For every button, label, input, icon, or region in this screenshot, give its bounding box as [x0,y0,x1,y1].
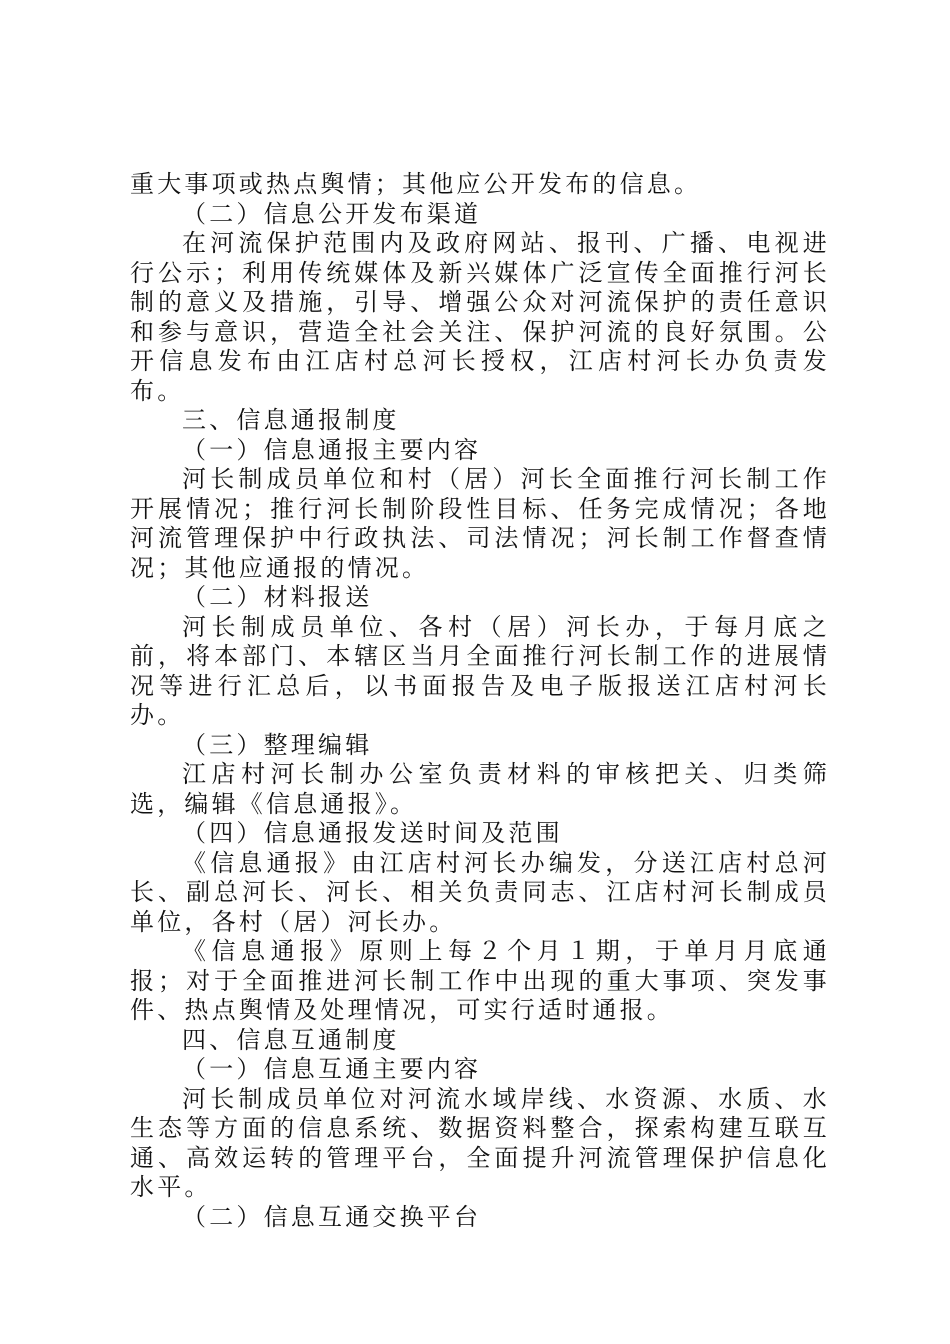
paragraph-continuation: 重大事项或热点舆情；其他应公开发布的信息。 [130,170,702,198]
subheading-send-time-scope: （四）信息通报发送时间及范围 [182,819,563,847]
paragraph-publish-channels: 在河流保护范围内及政府网站、报刊、广播、电视进行公示；利用传统媒体及新兴媒体广泛宣传全面推行河长制的意义及措施，引导、增强公众对河流保护的责任意识和参与意识，营造全社会关注、保护河流的良好氛围。公开信息发布由江店村总河长授权，江店村河长办负责发布。 [130,229,830,405]
document-body [130,170,830,1232]
subheading-material-submission: （二）材料报送 [182,583,373,611]
section-heading-info-report: 三、信息通报制度 [182,406,400,434]
paragraph-editing: 江店村河长制办公室负责材料的审核把关、归类筛选，编辑《信息通报》。 [130,760,830,818]
paragraph-report-content: 河长制成员单位和村（居）河长全面推行河长制工作开展情况；推行河长制阶段性目标、任务完成情况；各地河流管理保护中行政执法、司法情况；河长制工作督查情况；其他应通报的情况。 [130,465,830,582]
paragraph-send-frequency: 《信息通报》原则上每２个月１期，于单月月底通报；对于全面推进河长制工作中出现的重大事项、突发事件、热点舆情及处理情况，可实行适时通报。 [130,937,830,1024]
paragraph-send-scope: 《信息通报》由江店村河长办编发，分送江店村总河长、副总河长、河长、相关负责同志、江店村河长制成员单位，各村（居）河长办。 [130,848,830,936]
subheading-exchange-platform: （二）信息互通交换平台 [182,1202,482,1231]
subheading-publish-channels: （二）信息公开发布渠道 [182,199,482,228]
subheading-report-content: （一）信息通报主要内容 [182,435,482,464]
section-heading-info-exchange: 四、信息互通制度 [182,1025,400,1054]
subheading-exchange-content: （一）信息互通主要内容 [182,1055,482,1083]
paragraph-material-submission: 河长制成员单位、各村（居）河长办，于每月底之前，将本部门、本辖区当月全面推行河长制工作的进展情况等进行汇总后，以书面报告及电子版报送江店村河长办。 [130,612,830,729]
paragraph-exchange-content: 河长制成员单位对河流水域岸线、水资源、水质、水生态等方面的信息系统、数据资料整合，探索构建互联互通、高效运转的管理平台，全面提升河流管理保护信息化水平。 [130,1084,830,1201]
subheading-editing: （三）整理编辑 [182,730,373,759]
